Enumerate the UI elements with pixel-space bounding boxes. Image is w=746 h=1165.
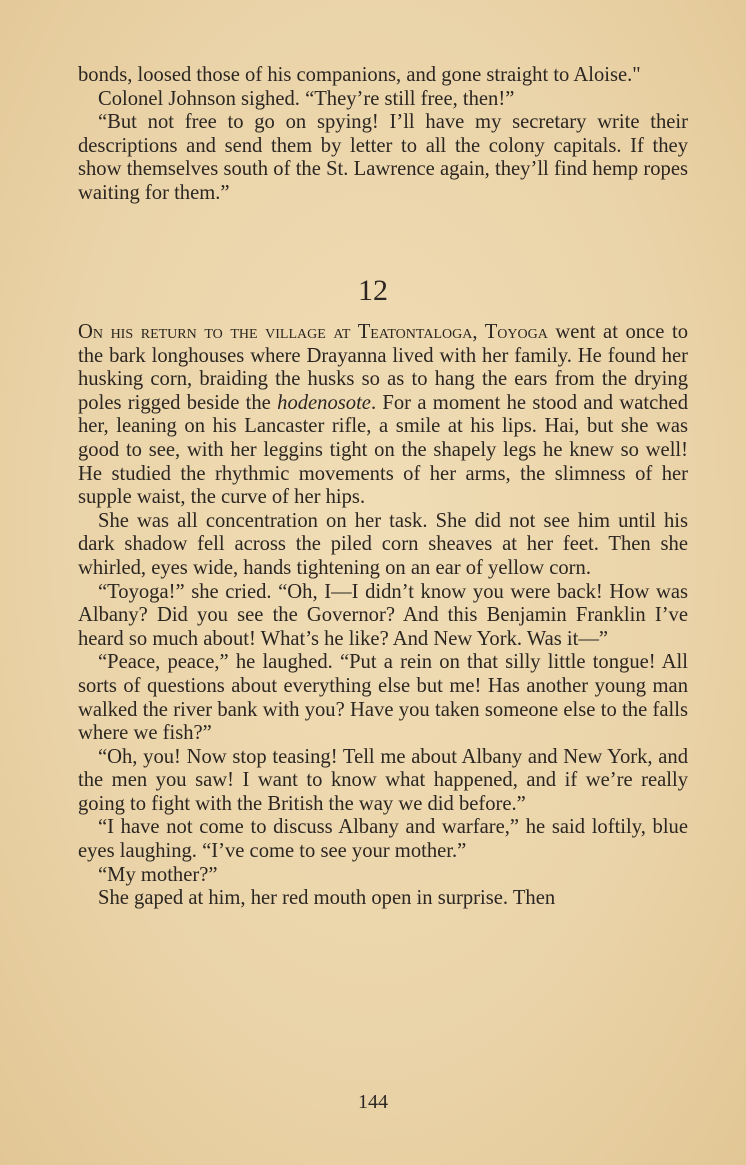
italic-term: hodenosote xyxy=(277,391,371,414)
paragraph: “Peace, peace,” he laughed. “Put a rein on that silly little tongue! All sorts of questions about everything else but me! Has another young man walked the river bank with you? Have you taken someone else to the falls where we fish?” xyxy=(78,651,688,745)
paragraph: “Oh, you! Now stop teasing! Tell me about Albany and New York, and the men you saw! I want to know what happened, and if we’re really going to fight with the British the way we did before.” xyxy=(78,745,688,815)
opening-small-caps: On his return to the village at Teatontaloga, Toyoga xyxy=(78,321,548,343)
chapter-text xyxy=(78,321,688,911)
opening-paragraph xyxy=(78,321,688,510)
paragraph: Colonel Johnson sighed. “They’re still free, then!” xyxy=(98,87,515,110)
opening-text-part-2: . For a moment he stood and watched her, leaning on his Lancaster rifle, a smile at his lips. Hai, but she was good to see, with her leggins tight on the shapely legs he knew so well! He studied the rhythmic movements of her arms, the slimness of her supple waist, the curve of her hips. xyxy=(78,391,688,509)
paragraph: “My mother?” xyxy=(98,863,218,886)
paragraph: She was all concentration on her task. She did not see him until his dark shadow fell across the piled corn sheaves at her feet. Then she whirled, eyes wide, hands tightening on an ear of yellow corn. xyxy=(78,509,688,579)
previous-section-text xyxy=(78,64,688,206)
paragraph: “But not free to go on spying! I’ll have my secretary write their descriptions and send them by letter to all the colony capitals. If they show themselves south of the St. Lawrence again, they’ll find hemp ropes waiting for them.” xyxy=(78,111,688,204)
paragraph: “I have not come to discuss Albany and warfare,” he said loftily, blue eyes laughing. “I’ve come to see your mother.” xyxy=(78,816,688,863)
chapter-number: 12 xyxy=(358,274,388,307)
paragraph: bonds, loosed those of his companions, and gone straight to Aloise." xyxy=(78,64,641,86)
opening-text-part-1: went at once to the bark longhouses where Drayanna lived with her family. He found her husking corn, braiding the husks so as to hang the ears from the drying poles rigged beside the xyxy=(78,321,689,414)
paragraph: “Toyoga!” she cried. “Oh, I—I didn’t know you were back! How was Albany? Did you see the Governor? And this Benjamin Franklin I’ve heard so much about! What’s he like? And New York. Was it—” xyxy=(78,580,688,650)
paragraph: She gaped at him, her red mouth open in surprise. Then xyxy=(98,887,556,910)
page-number: 144 xyxy=(358,1091,388,1113)
